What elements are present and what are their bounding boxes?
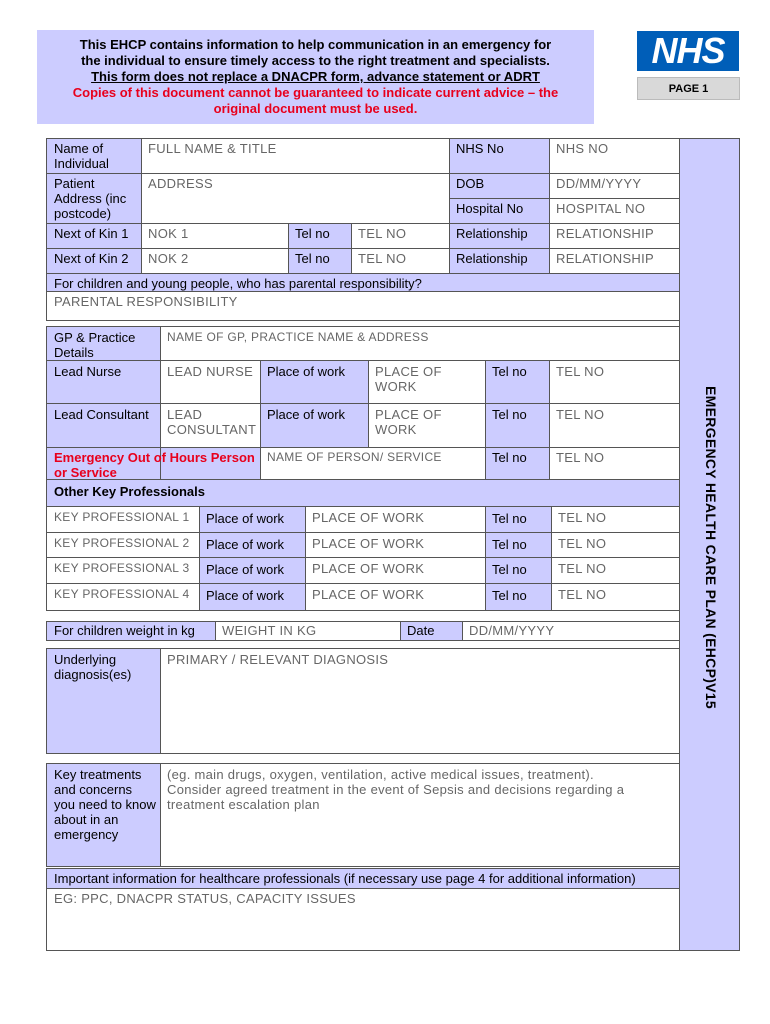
lead-nurse-place-field[interactable]: PLACE OF WORK — [375, 364, 442, 394]
nok2-relationship-label: Relationship — [456, 251, 528, 266]
key-professional-tel-field[interactable]: TEL NO — [558, 587, 607, 602]
header-notice — [37, 30, 594, 124]
key-professional-field[interactable]: KEY PROFESSIONAL 3 — [54, 561, 190, 575]
nok1-relationship-label: Relationship — [456, 226, 528, 241]
address-label: Patient Address (inc postcode) — [54, 176, 127, 221]
nok1-field[interactable]: NOK 1 — [148, 226, 189, 241]
key-professional-tel-field[interactable]: TEL NO — [558, 536, 607, 551]
dob-field[interactable]: DD/MM/YYYY — [556, 176, 642, 191]
weight-field[interactable]: WEIGHT IN KG — [222, 623, 317, 638]
ooh-tel-field[interactable]: TEL NO — [556, 450, 605, 465]
key-professional-place-field[interactable]: PLACE OF WORK — [312, 587, 425, 602]
gp-field[interactable]: NAME OF GP, PRACTICE NAME & ADDRESS — [167, 330, 429, 344]
lead-nurse-field[interactable]: LEAD NURSE — [167, 364, 254, 379]
treatments-label: Key treatments and concerns you need to know about in an emergency — [54, 767, 156, 842]
key-professional-place-label: Place of work — [206, 588, 285, 603]
name-label: Name of Individual — [54, 141, 109, 171]
header-line-5: original document must be used. — [213, 101, 418, 116]
lead-consultant-place-field[interactable]: PLACE OF WORK — [375, 407, 442, 437]
nok1-tel-field[interactable]: TEL NO — [358, 226, 407, 241]
name-field[interactable]: FULL NAME & TITLE — [148, 141, 277, 156]
ooh-field[interactable]: NAME OF PERSON/ SERVICE — [267, 450, 442, 464]
key-professional-tel-field[interactable]: TEL NO — [558, 561, 607, 576]
hospital-no-label: Hospital No — [456, 201, 524, 216]
important-info-field[interactable]: EG: PPC, DNACPR STATUS, CAPACITY ISSUES — [54, 891, 356, 906]
address-field[interactable]: ADDRESS — [148, 176, 213, 191]
parental-question: For children and young people, who has parental responsibility? — [54, 276, 422, 291]
hospital-no-field[interactable]: HOSPITAL NO — [556, 201, 646, 216]
nok1-label: Next of Kin 1 — [54, 226, 129, 241]
nhs-logo: NHS — [637, 31, 739, 71]
nhs-no-field[interactable]: NHS NO — [556, 141, 609, 156]
weight-label: For children weight in kg — [54, 623, 195, 638]
weight-date-label: Date — [407, 623, 435, 638]
key-professional-tel-label: Tel no — [492, 562, 527, 577]
key-professional-field[interactable]: KEY PROFESSIONAL 1 — [54, 510, 190, 524]
lead-nurse-place-label: Place of work — [267, 364, 346, 379]
lead-consultant-place-label: Place of work — [267, 407, 346, 422]
weight-date-field[interactable]: DD/MM/YYYY — [469, 623, 555, 638]
header-line-4: Copies of this document cannot be guaranteed to indicate current advice – the — [72, 85, 559, 100]
treatments-line-2: Consider agreed treatment in the event of Sepsis and decisions regarding a treatment escalation plan — [167, 782, 625, 812]
nok1-relationship-field[interactable]: RELATIONSHIP — [556, 226, 654, 241]
lead-consultant-field[interactable]: LEAD CONSULTANT — [167, 407, 257, 437]
lead-nurse-tel-field[interactable]: TEL NO — [556, 364, 605, 379]
header-line-2: the individual to ensure timely access to the right treatment and specialists. — [81, 53, 550, 68]
lead-consultant-label: Lead Consultant — [54, 407, 149, 422]
key-professional-place-field[interactable]: PLACE OF WORK — [312, 510, 425, 525]
key-professional-field[interactable]: KEY PROFESSIONAL 4 — [54, 587, 190, 601]
gp-label: GP & Practice Details — [54, 330, 136, 360]
key-professional-place-label: Place of work — [206, 511, 285, 526]
key-professional-tel-field[interactable]: TEL NO — [558, 510, 607, 525]
treatments-field[interactable] — [160, 765, 650, 865]
key-professional-place-label: Place of work — [206, 537, 285, 552]
key-professional-place-label: Place of work — [206, 562, 285, 577]
parental-field[interactable]: PARENTAL RESPONSIBILITY — [54, 294, 238, 309]
diagnosis-field[interactable]: PRIMARY / RELEVANT DIAGNOSIS — [167, 652, 389, 667]
nok2-tel-label: Tel no — [295, 251, 330, 266]
other-key-professionals-heading: Other Key Professionals — [54, 484, 205, 499]
side-title-wrap — [696, 352, 726, 742]
nok2-tel-field[interactable]: TEL NO — [358, 251, 407, 266]
key-professional-tel-label: Tel no — [492, 511, 527, 526]
lead-nurse-tel-label: Tel no — [492, 364, 527, 379]
key-professional-tel-label: Tel no — [492, 588, 527, 603]
header-line-1: This EHCP contains information to help communication in an emergency for — [79, 37, 552, 52]
treatments-line-1: (eg. main drugs, oxygen, ventilation, active medical issues, treatment). — [167, 767, 594, 782]
key-professional-field[interactable]: KEY PROFESSIONAL 2 — [54, 536, 190, 550]
nok2-relationship-field[interactable]: RELATIONSHIP — [556, 251, 654, 266]
nok2-label: Next of Kin 2 — [54, 251, 129, 266]
diagnosis-label: Underlying diagnosis(es) — [54, 652, 132, 682]
dob-label: DOB — [456, 176, 485, 191]
nhs-no-label: NHS No — [456, 141, 504, 156]
page-number: PAGE 1 — [637, 77, 740, 100]
nok1-tel-label: Tel no — [295, 226, 330, 241]
lead-consultant-tel-label: Tel no — [492, 407, 527, 422]
key-professional-tel-label: Tel no — [492, 537, 527, 552]
side-title: EMERGENCY HEALTH CARE PLAN (EHCP)V15 — [703, 385, 719, 709]
key-professional-place-field[interactable]: PLACE OF WORK — [312, 561, 425, 576]
lead-nurse-label: Lead Nurse — [54, 364, 122, 379]
lead-consultant-tel-field[interactable]: TEL NO — [556, 407, 605, 422]
nok2-field[interactable]: NOK 2 — [148, 251, 189, 266]
ooh-tel-label: Tel no — [492, 450, 527, 465]
header-line-3: This form does not replace a DNACPR form, advance statement or ADRT — [91, 69, 540, 84]
key-professional-place-field[interactable]: PLACE OF WORK — [312, 536, 425, 551]
important-info-label: Important information for healthcare professionals (if necessary use page 4 for additional information) — [54, 871, 636, 886]
ooh-label: Emergency Out of Hours Person or Service — [54, 450, 255, 479]
